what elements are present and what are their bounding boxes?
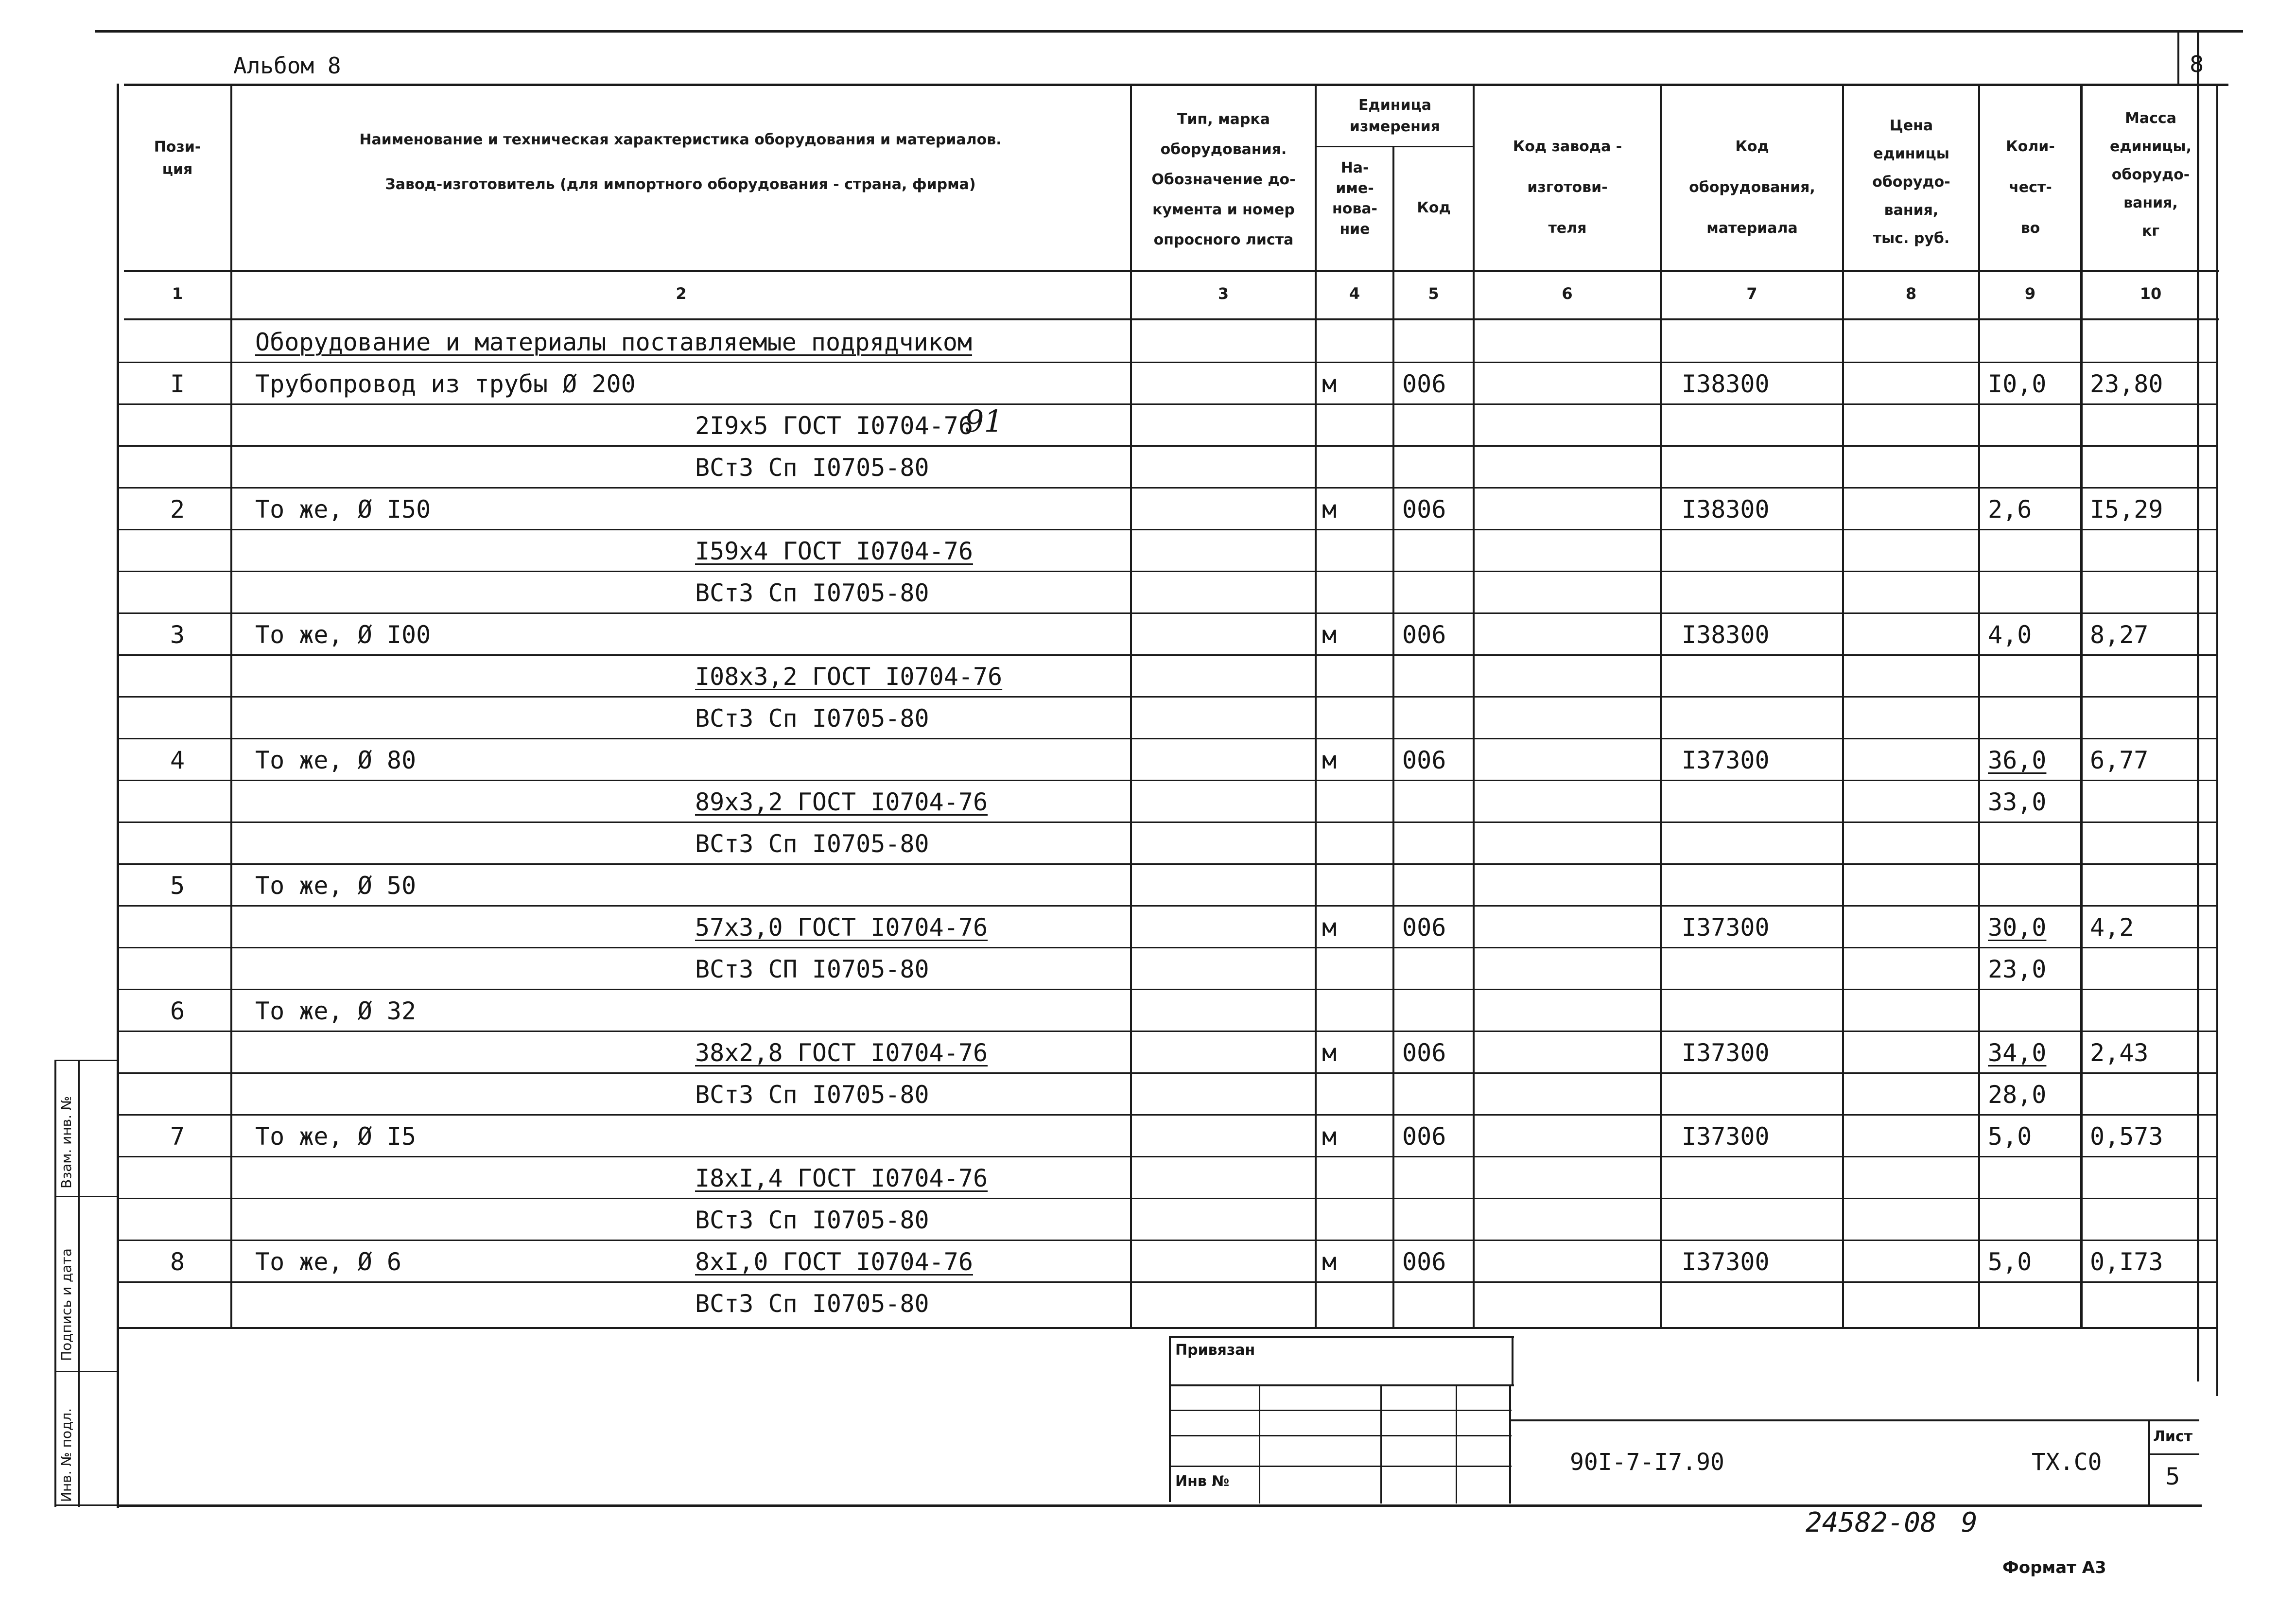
row-unit-code: 006 bbox=[1402, 746, 1446, 774]
row-spec: ВСт3 Сп I0705-80 bbox=[695, 579, 929, 607]
row-unit-code: 006 bbox=[1402, 1122, 1446, 1151]
row-divider bbox=[117, 863, 2216, 865]
row-spec: I8xI,4 ГОСТ I0704-76 bbox=[695, 1164, 988, 1192]
row-spec: ВСт3 Сп I0705-80 bbox=[695, 1206, 929, 1234]
row-divider bbox=[117, 403, 2216, 405]
colnum-2: 2 bbox=[676, 284, 687, 303]
row-mass: 0,573 bbox=[2090, 1122, 2163, 1151]
top-border bbox=[95, 30, 2243, 33]
row-spec: I08x3,2 ГОСТ I0704-76 bbox=[695, 663, 1003, 691]
row-divider bbox=[117, 487, 2216, 489]
header-unit-code: Код bbox=[1417, 199, 1451, 216]
row-unit: м bbox=[1322, 495, 1337, 524]
row-name: То же, Ø I00 bbox=[255, 621, 431, 649]
row-divider bbox=[117, 1156, 2216, 1157]
header-unit-name: На- име- нова- ние bbox=[1332, 159, 1378, 238]
row-quantity: I0,0 bbox=[1988, 370, 2047, 398]
doc-code: 90I-7-I7.90 bbox=[1570, 1449, 1724, 1476]
colnum-1: 1 bbox=[172, 284, 183, 303]
row-name: То же, Ø 32 bbox=[255, 997, 417, 1025]
row-mass: I5,29 bbox=[2090, 495, 2163, 524]
row-name: То же, Ø I50 bbox=[255, 495, 431, 524]
row-divider bbox=[117, 947, 2216, 948]
bottom-code: 24582-08 bbox=[1806, 1507, 1937, 1538]
colnum-9: 9 bbox=[2024, 284, 2036, 303]
colnum-10: 10 bbox=[2139, 284, 2162, 303]
row-divider bbox=[117, 571, 2216, 572]
right-border-inner bbox=[2216, 84, 2218, 1396]
row-material-code: I37300 bbox=[1682, 746, 1770, 774]
row-unit: м bbox=[1322, 1248, 1337, 1276]
row-position: 7 bbox=[170, 1122, 185, 1151]
corner-box-left bbox=[2177, 30, 2179, 86]
row-spec: 57x3,0 ГОСТ I0704-76 bbox=[695, 913, 988, 942]
row-spec: 38x2,8 ГОСТ I0704-76 bbox=[695, 1039, 988, 1067]
row-divider bbox=[117, 780, 2216, 781]
album-title: Альбом 8 bbox=[233, 52, 341, 79]
row-divider bbox=[117, 1031, 2216, 1032]
row-name: То же, Ø 50 bbox=[255, 872, 417, 900]
row-name: То же, Ø I5 bbox=[255, 1122, 417, 1151]
row-spec: 2I9x5 ГОСТ I0704-76 bbox=[695, 412, 973, 440]
row-material-code: I38300 bbox=[1682, 495, 1770, 524]
row-divider bbox=[117, 362, 2216, 363]
row-divider bbox=[117, 612, 2216, 614]
row-position: 5 bbox=[170, 872, 185, 900]
row-divider bbox=[117, 989, 2216, 990]
row-divider bbox=[117, 1072, 2216, 1074]
row-unit: м bbox=[1322, 746, 1337, 774]
row-name: То же, Ø 80 bbox=[255, 746, 417, 774]
row-unit-code: 006 bbox=[1402, 621, 1446, 649]
row-divider bbox=[117, 821, 2216, 823]
row-quantity: 34,0 bbox=[1988, 1039, 2047, 1067]
row-divider bbox=[117, 529, 2216, 530]
colnum-6: 6 bbox=[1562, 284, 1573, 303]
row-quantity: 4,0 bbox=[1988, 621, 2032, 649]
bottom-page: 9 bbox=[1961, 1507, 1978, 1538]
row-position: 3 bbox=[170, 621, 185, 649]
stamp-privyazan: Привязан bbox=[1175, 1342, 1255, 1359]
row-spec: ВСт3 СП I0705-80 bbox=[695, 955, 929, 983]
row-spec: 8xI,0 ГОСТ I0704-76 bbox=[695, 1248, 973, 1276]
header-unit-group: Единица измерения bbox=[1349, 97, 1441, 135]
colnum-7: 7 bbox=[1746, 284, 1757, 303]
row-material-code: I37300 bbox=[1682, 913, 1770, 942]
row-quantity: 28,0 bbox=[1988, 1081, 2047, 1109]
colnum-4: 4 bbox=[1349, 284, 1360, 303]
row-divider bbox=[117, 1240, 2216, 1241]
row-quantity: 36,0 bbox=[1988, 746, 2047, 774]
side-label-sign: Подпись и дата bbox=[58, 1248, 74, 1361]
row-spec: ВСт3 Сп I0705-80 bbox=[695, 704, 929, 733]
row-material-code: I38300 bbox=[1682, 370, 1770, 398]
row-name: Оборудование и материалы поставляемые подрядчиком bbox=[255, 328, 973, 356]
colnum-8: 8 bbox=[1905, 284, 1917, 303]
header-name: Наименование и техническая характеристика оборудования и материалов. Завод-изготовитель (для импортного оборудования - страна, фирма) bbox=[359, 131, 1002, 193]
album-bottom-border bbox=[124, 84, 2228, 86]
row-material-code: I37300 bbox=[1682, 1122, 1770, 1151]
row-mass: 2,43 bbox=[2090, 1039, 2149, 1067]
row-name: То же, Ø 6 bbox=[255, 1248, 402, 1276]
row-unit: м bbox=[1322, 1122, 1337, 1151]
row-position: 8 bbox=[170, 1248, 185, 1276]
sheet-number: 5 bbox=[2165, 1463, 2180, 1490]
row-unit-code: 006 bbox=[1402, 1039, 1446, 1067]
corner-number: 8 bbox=[2190, 51, 2204, 77]
row-material-code: I38300 bbox=[1682, 621, 1770, 649]
row-spec: ВСт3 Сп I0705-80 bbox=[695, 1081, 929, 1109]
row-unit: м bbox=[1322, 913, 1337, 942]
row-position: I bbox=[170, 370, 185, 398]
handwritten-note: 91 bbox=[965, 403, 1003, 439]
row-divider bbox=[117, 445, 2216, 447]
row-unit-code: 006 bbox=[1402, 1248, 1446, 1276]
colnum-5: 5 bbox=[1428, 284, 1439, 303]
row-divider bbox=[117, 1198, 2216, 1199]
row-quantity: 2,6 bbox=[1988, 495, 2032, 524]
side-label-inv: Инв. № подл. bbox=[58, 1408, 74, 1502]
row-divider bbox=[117, 905, 2216, 907]
format-label: Формат А3 bbox=[2002, 1558, 2106, 1577]
sheet-label: Лист bbox=[2153, 1428, 2193, 1445]
header-material-code: Код оборудования, материала bbox=[1689, 138, 1815, 237]
row-spec: ВСт3 Сп I0705-80 bbox=[695, 454, 929, 482]
row-divider bbox=[117, 696, 2216, 698]
row-material-code: I37300 bbox=[1682, 1248, 1770, 1276]
header-price: Цена единицы оборудо- вания, тыс. руб. bbox=[1872, 117, 1950, 247]
row-spec: 89x3,2 ГОСТ I0704-76 bbox=[695, 788, 988, 816]
row-unit: м bbox=[1322, 1039, 1337, 1067]
row-unit: м bbox=[1322, 370, 1337, 398]
colnum-3: 3 bbox=[1218, 284, 1229, 303]
row-mass: 23,80 bbox=[2090, 370, 2163, 398]
row-spec: I59x4 ГОСТ I0704-76 bbox=[695, 537, 973, 565]
header-quantity: Коли- чест- во bbox=[2006, 138, 2055, 237]
row-material-code: I37300 bbox=[1682, 1039, 1770, 1067]
row-mass: 6,77 bbox=[2090, 746, 2149, 774]
stamp-inv-no: Инв № bbox=[1175, 1473, 1230, 1490]
row-unit-code: 006 bbox=[1402, 370, 1446, 398]
row-position: 6 bbox=[170, 997, 185, 1025]
row-spec: ВСт3 Сп I0705-80 bbox=[695, 1290, 929, 1318]
header-mass: Масса единицы, оборудо- вания, кг bbox=[2109, 110, 2192, 240]
row-quantity: 30,0 bbox=[1988, 913, 2047, 942]
row-divider bbox=[117, 1281, 2216, 1283]
header-maker-code: Код завода - изготови- теля bbox=[1513, 138, 1622, 237]
left-border bbox=[117, 84, 119, 1508]
row-spec: ВСт3 Сп I0705-80 bbox=[695, 830, 929, 858]
section-code: ТХ.С0 bbox=[2032, 1449, 2102, 1476]
row-mass: 4,2 bbox=[2090, 913, 2134, 942]
row-name: Трубопровод из трубы Ø 200 bbox=[255, 370, 636, 398]
row-divider bbox=[117, 738, 2216, 739]
row-mass: 8,27 bbox=[2090, 621, 2149, 649]
row-unit-code: 006 bbox=[1402, 913, 1446, 942]
header-type: Тип, марка оборудования. Обозначение до- кумента и номер опросного листа bbox=[1151, 111, 1296, 248]
row-quantity: 33,0 bbox=[1988, 788, 2047, 816]
row-quantity: 5,0 bbox=[1988, 1122, 2032, 1151]
row-unit: м bbox=[1322, 621, 1337, 649]
row-position: 4 bbox=[170, 746, 185, 774]
row-quantity: 5,0 bbox=[1988, 1248, 2032, 1276]
row-quantity: 23,0 bbox=[1988, 955, 2047, 983]
side-label-replace: Взам. инв. № bbox=[58, 1096, 74, 1189]
row-mass: 0,I73 bbox=[2090, 1248, 2163, 1276]
row-position: 2 bbox=[170, 495, 185, 524]
header-position: Пози- ция bbox=[154, 139, 201, 178]
row-unit-code: 006 bbox=[1402, 495, 1446, 524]
row-divider bbox=[117, 654, 2216, 656]
row-divider bbox=[117, 1114, 2216, 1116]
